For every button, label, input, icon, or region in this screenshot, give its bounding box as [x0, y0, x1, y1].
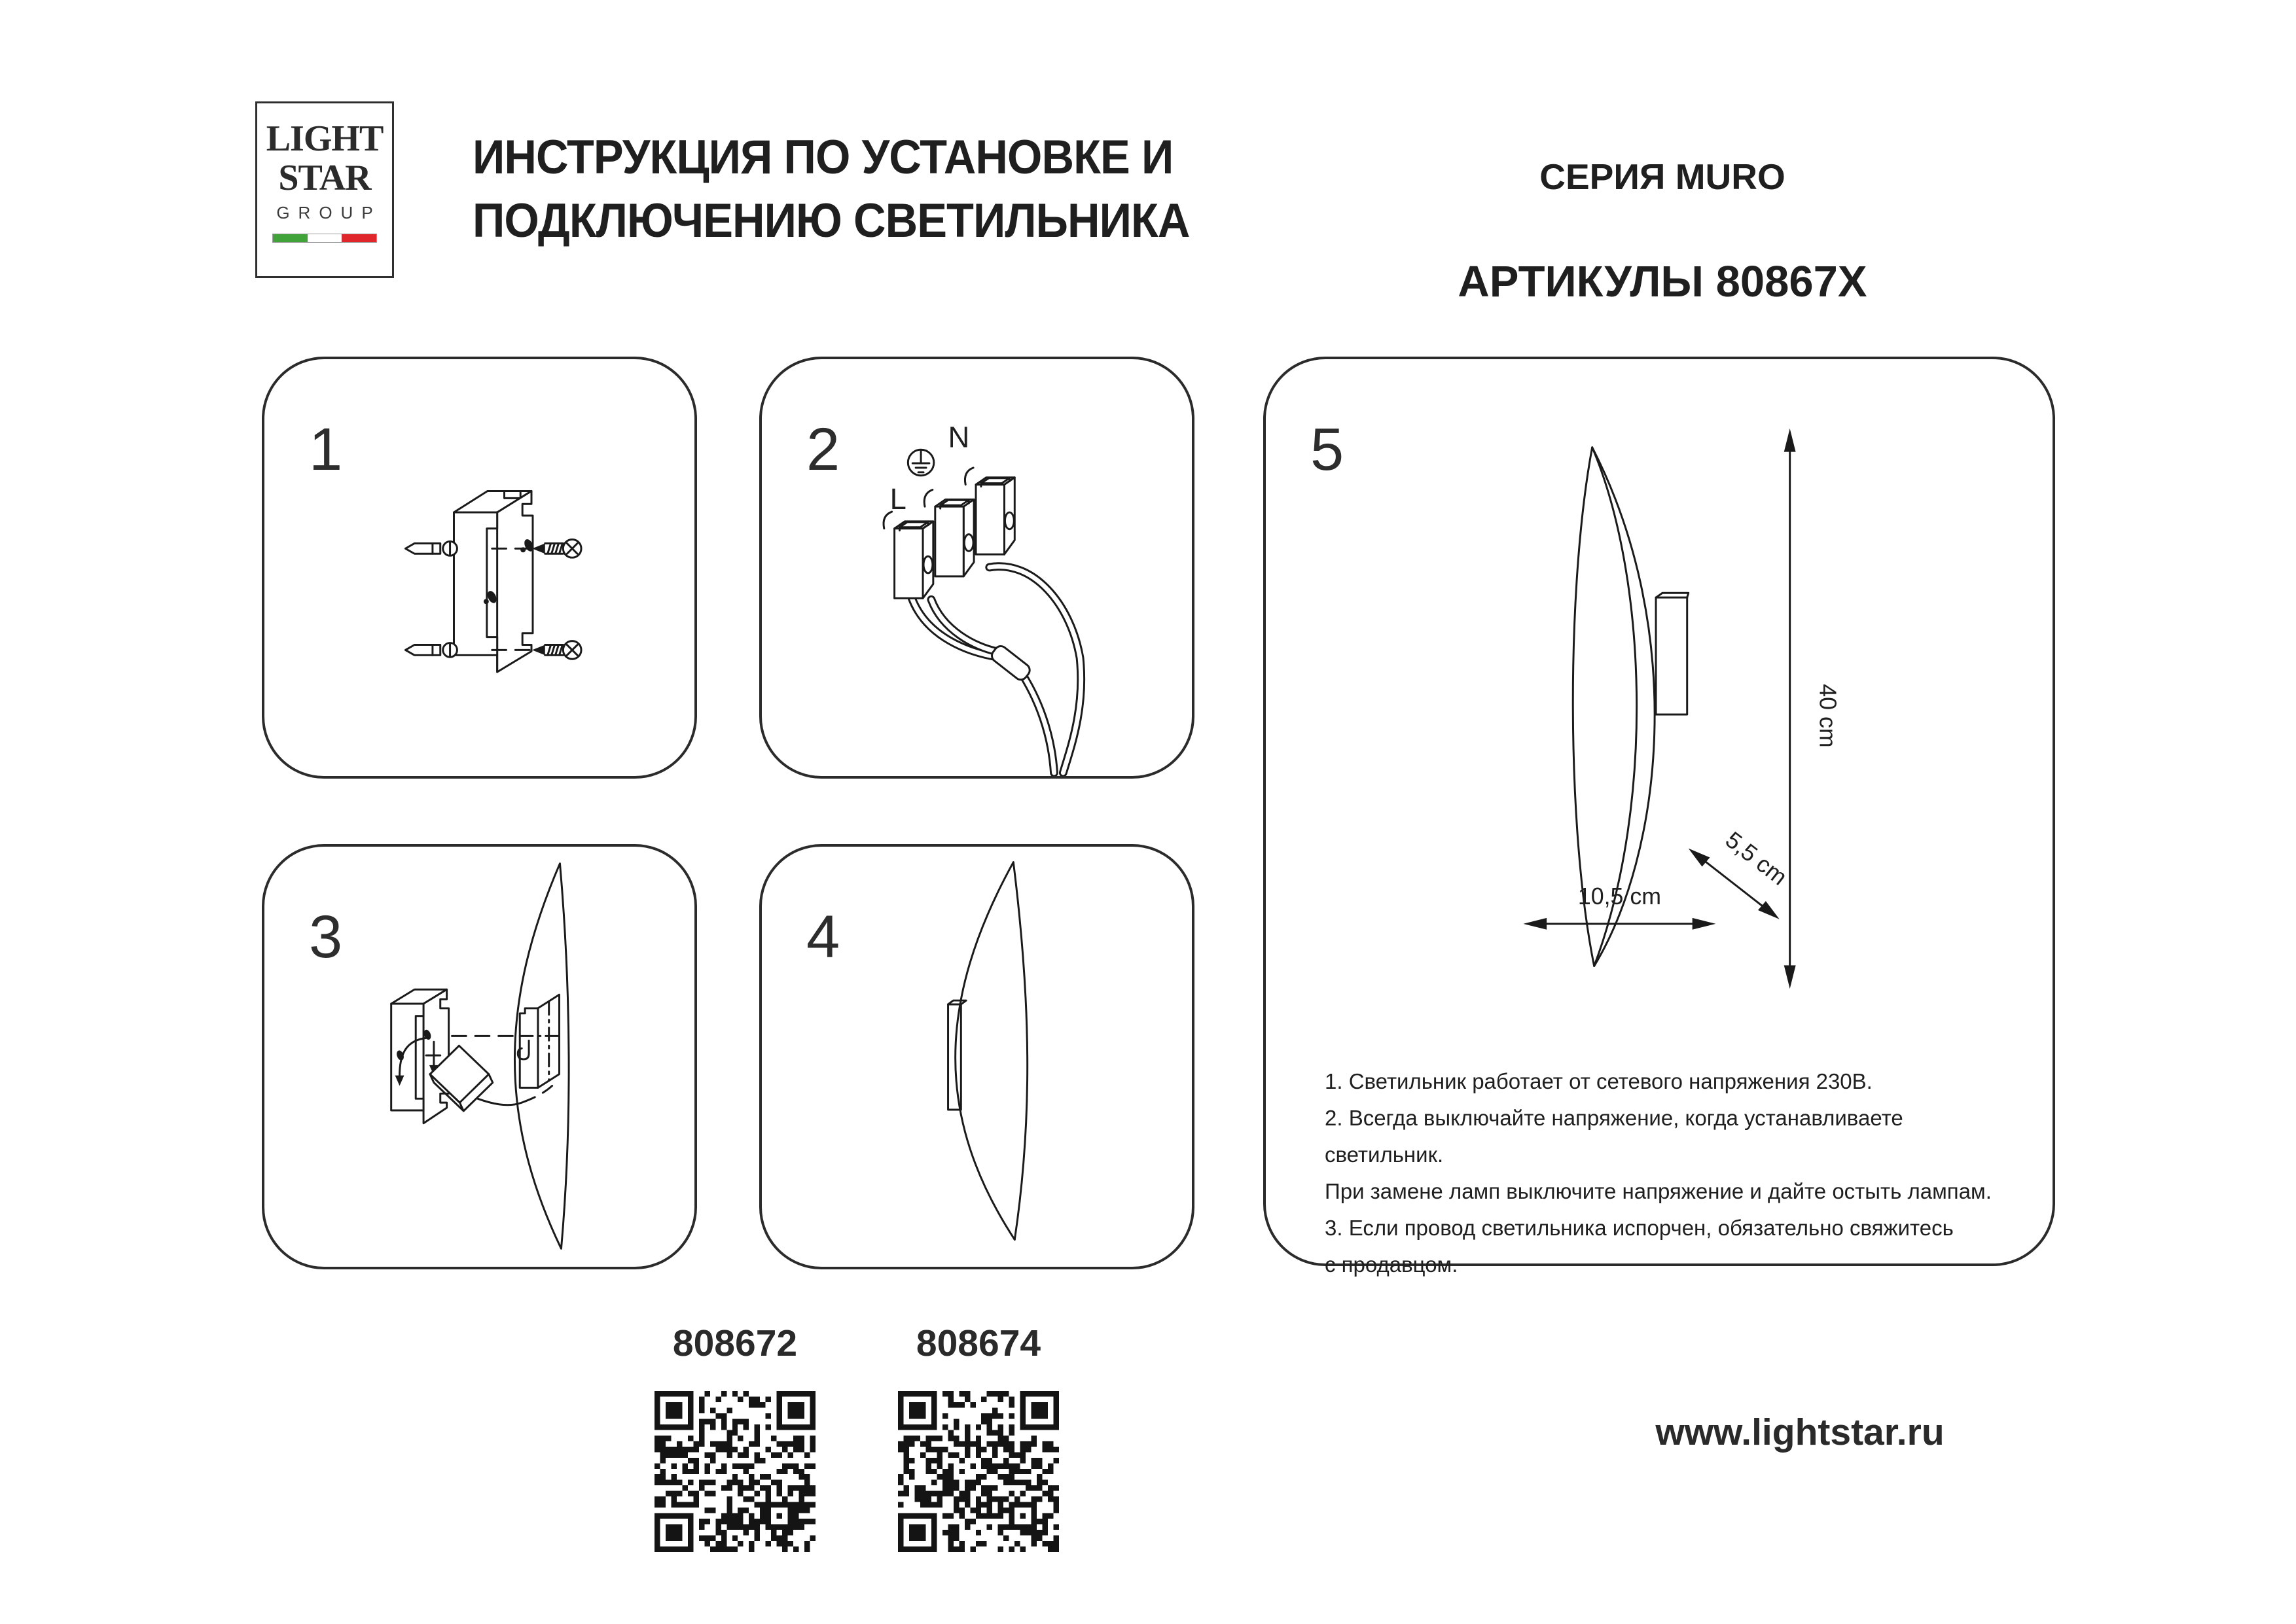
step-number-2: 2 — [806, 416, 840, 483]
website-url: www.lightstar.ru — [1655, 1411, 1945, 1453]
step-number-5: 5 — [1310, 416, 1344, 483]
bracket-back-plate — [497, 491, 533, 672]
note-line: 1. Светильник работает от сетевого напряжения 230В. — [1325, 1069, 1873, 1093]
lamp-alignment-drawing — [264, 847, 694, 1267]
label-neutral: N — [948, 420, 970, 454]
flag-green-stripe — [273, 234, 308, 242]
note-line: 3. Если провод светильника испорчен, обязательно свяжитесь — [1325, 1216, 1954, 1240]
note-line: с продавцом. — [1325, 1252, 1458, 1277]
wall-anchor-and-screw-top — [405, 542, 457, 556]
title-line-1: ИНСТРУКЦИЯ ПО УСТАНОВКЕ И — [473, 131, 1174, 184]
height-dimension-label: 40 cm — [1814, 684, 1841, 748]
mounted-lamp-drawing — [762, 847, 1192, 1267]
logo-word-group: GROUP — [276, 203, 382, 222]
article-number-808672: 808672 — [672, 1322, 798, 1364]
lamp-shade-profile — [956, 862, 1028, 1240]
step-panel-3 — [262, 844, 697, 1269]
terminal-connector-1 — [884, 512, 933, 598]
step-number-3: 3 — [309, 904, 343, 970]
wire-solid — [478, 1099, 522, 1105]
step-number-4: 4 — [806, 904, 840, 970]
earth-ground-icon — [908, 450, 934, 476]
page-title — [473, 126, 1190, 253]
mounting-screw-top — [532, 540, 581, 558]
title-line-2: ПОДКЛЮЧЕНИЮ СВЕТИЛЬНИКА — [473, 194, 1190, 247]
step-panel-4 — [759, 844, 1194, 1269]
width-dimension — [1523, 883, 1715, 930]
lamp-wires — [912, 567, 1081, 773]
wall-bracket-drawing — [264, 359, 694, 776]
safety-notes — [1325, 1063, 2025, 1283]
lightstar-logo — [255, 101, 394, 278]
lamp-back-plate — [518, 995, 559, 1087]
width-dimension-label: 10,5 cm — [1577, 883, 1661, 910]
depth-dimension-label: 5,5 cm — [1720, 826, 1793, 891]
height-dimension — [1784, 429, 1841, 989]
italian-flag-bar-icon — [272, 234, 377, 243]
qr-code-808672 — [655, 1391, 816, 1552]
depth-dimension — [1689, 826, 1792, 919]
series-label: СЕРИЯ MURO — [1539, 156, 1785, 197]
small-screw-tip — [484, 599, 489, 604]
mounting-screw-bottom — [532, 641, 581, 660]
step-panel-2 — [759, 357, 1194, 779]
dimensions-panel — [1263, 357, 2055, 1277]
bracket-front-plate — [454, 512, 497, 655]
wall-mount-block — [1656, 593, 1689, 715]
article-number-808674: 808674 — [916, 1322, 1041, 1364]
qr-code-808674 — [898, 1391, 1059, 1552]
step-number-1: 1 — [309, 416, 343, 483]
articles-label: АРТИКУЛЫ 80867X — [1458, 257, 1867, 306]
wall-anchor-and-screw-bottom — [405, 643, 457, 658]
note-line: При замене ламп выключите напряжение и дайте остыть лампам. — [1325, 1179, 1992, 1203]
note-line: 2. Всегда выключайте напряжение, когда устанавливаете светильник. — [1325, 1106, 1903, 1167]
terminal-block-drawing — [762, 359, 1192, 776]
flag-red-stripe — [342, 234, 376, 242]
flag-white-stripe — [308, 234, 342, 242]
cable-sleeve — [990, 644, 1033, 682]
logo-word-light: LIGHT — [266, 118, 384, 159]
label-line: L — [889, 482, 906, 516]
logo-word-star: STAR — [278, 158, 371, 198]
step-panel-1 — [262, 357, 697, 779]
